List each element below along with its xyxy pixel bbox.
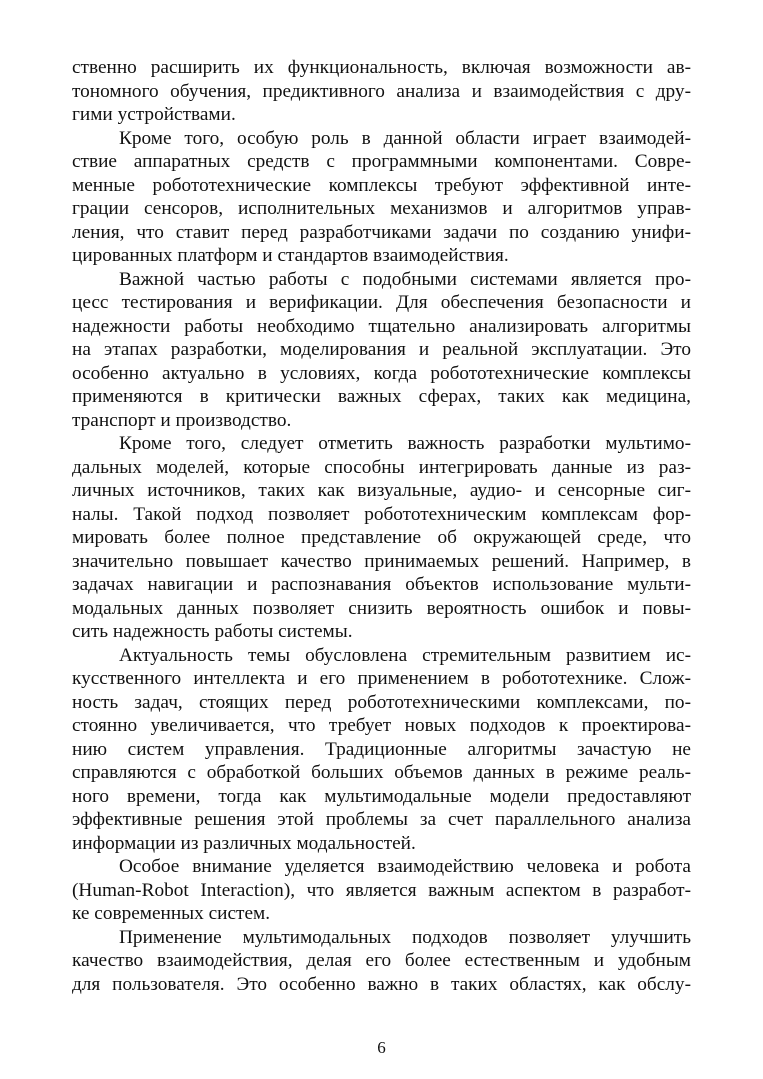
text-line: надежности работы необходимо тщательно анализировать алгоритмы	[72, 315, 691, 337]
text-line: информации из различных модальностей.	[72, 832, 416, 854]
paragraph	[72, 268, 691, 433]
text-line: сить надежность работы системы.	[72, 621, 353, 642]
text-line: гими устройствами.	[72, 104, 236, 125]
text-line: стоянно увеличивается, что требует новых подходов к проектирова-	[72, 715, 691, 736]
text-line: транспорт и производство.	[72, 409, 292, 431]
text-line: кусственного интеллекта и его применением в робототехнике. Слож-	[72, 668, 691, 689]
paragraph	[72, 56, 691, 127]
paragraph	[72, 855, 691, 926]
text-line: налы. Такой подход позволяет робототехническим комплексам фор-	[72, 503, 691, 525]
text-line: ствие аппаратных средств с программными компонентами. Совре-	[72, 151, 691, 172]
text-line: ного времени, тогда как мультимодальные модели предоставляют	[72, 785, 691, 807]
paragraph	[72, 127, 691, 268]
text-line: грации сенсоров, исполнительных механизмов и алгоритмов управ-	[72, 198, 691, 219]
text-line: Кроме того, особую роль в данной области играет взаимодей-	[119, 127, 691, 149]
text-line: ность задач, стоящих перед робототехническими комплексами, по-	[72, 691, 691, 713]
text-line: качество взаимодействия, делая его более естественным и удобным	[72, 950, 691, 971]
text-line: Актуальность темы обусловлена стремительным развитием ис-	[119, 644, 691, 666]
text-line: тономного обучения, предиктивного анализа и взаимодействия с дру-	[72, 80, 691, 102]
text-line: цесс тестирования и верификации. Для обеспечения безопасности и	[72, 292, 691, 313]
text-line: ственно расширить их функциональность, включая возможности ав-	[72, 57, 691, 78]
text-line: задачах навигации и распознавания объектов использование мульти-	[72, 574, 691, 595]
text-line: значительно повышает качество принимаемых решений. Например, в	[72, 550, 691, 572]
page-body	[72, 56, 691, 996]
text-line: (Human-Robot Interaction), что является важным аспектом в разработ-	[72, 879, 691, 901]
text-line: справляются с обработкой больших объемов данных в режиме реаль-	[72, 762, 691, 783]
text-line: Особое внимание уделяется взаимодействию человека и робота	[119, 856, 691, 877]
text-line: особенно актуально в условиях, когда робототехнические комплексы	[72, 362, 691, 384]
text-line: Кроме того, следует отметить важность разработки мультимо-	[119, 433, 691, 454]
text-line: дальных моделей, которые способны интегрировать данные из раз-	[72, 456, 691, 478]
page-number: 6	[377, 1038, 386, 1057]
text-line: для пользователя. Это особенно важно в таких областях, как обслу-	[72, 973, 691, 995]
text-line: на этапах разработки, моделирования и реальной эксплуатации. Это	[72, 339, 691, 360]
paragraph	[72, 926, 691, 997]
paragraph	[72, 644, 691, 856]
paragraph	[72, 432, 691, 644]
text-line: менные робототехнические комплексы требуют эффективной инте-	[72, 174, 691, 196]
text-line: Применение мультимодальных подходов позволяет улучшить	[119, 926, 691, 948]
text-line: ления, что ставит перед разработчиками задачи по созданию унифи-	[72, 221, 691, 243]
text-line: мировать более полное представление об окружающей среде, что	[72, 527, 691, 548]
text-line: эффективные решения этой проблемы за счет параллельного анализа	[72, 809, 691, 830]
text-line: модальных данных позволяет снизить вероятность ошибок и повы-	[72, 597, 691, 619]
text-line: ке современных систем.	[72, 903, 271, 924]
text-line: нию систем управления. Традиционные алгоритмы зачастую не	[72, 738, 691, 760]
text-line: Важной частью работы с подобными системами является про-	[119, 268, 691, 290]
text-line: применяются в критически важных сферах, таких как медицина,	[72, 386, 691, 407]
text-line: цированных платформ и стандартов взаимодействия.	[72, 245, 509, 266]
text-line: личных источников, таких как визуальные, аудио- и сенсорные сиг-	[72, 480, 691, 501]
